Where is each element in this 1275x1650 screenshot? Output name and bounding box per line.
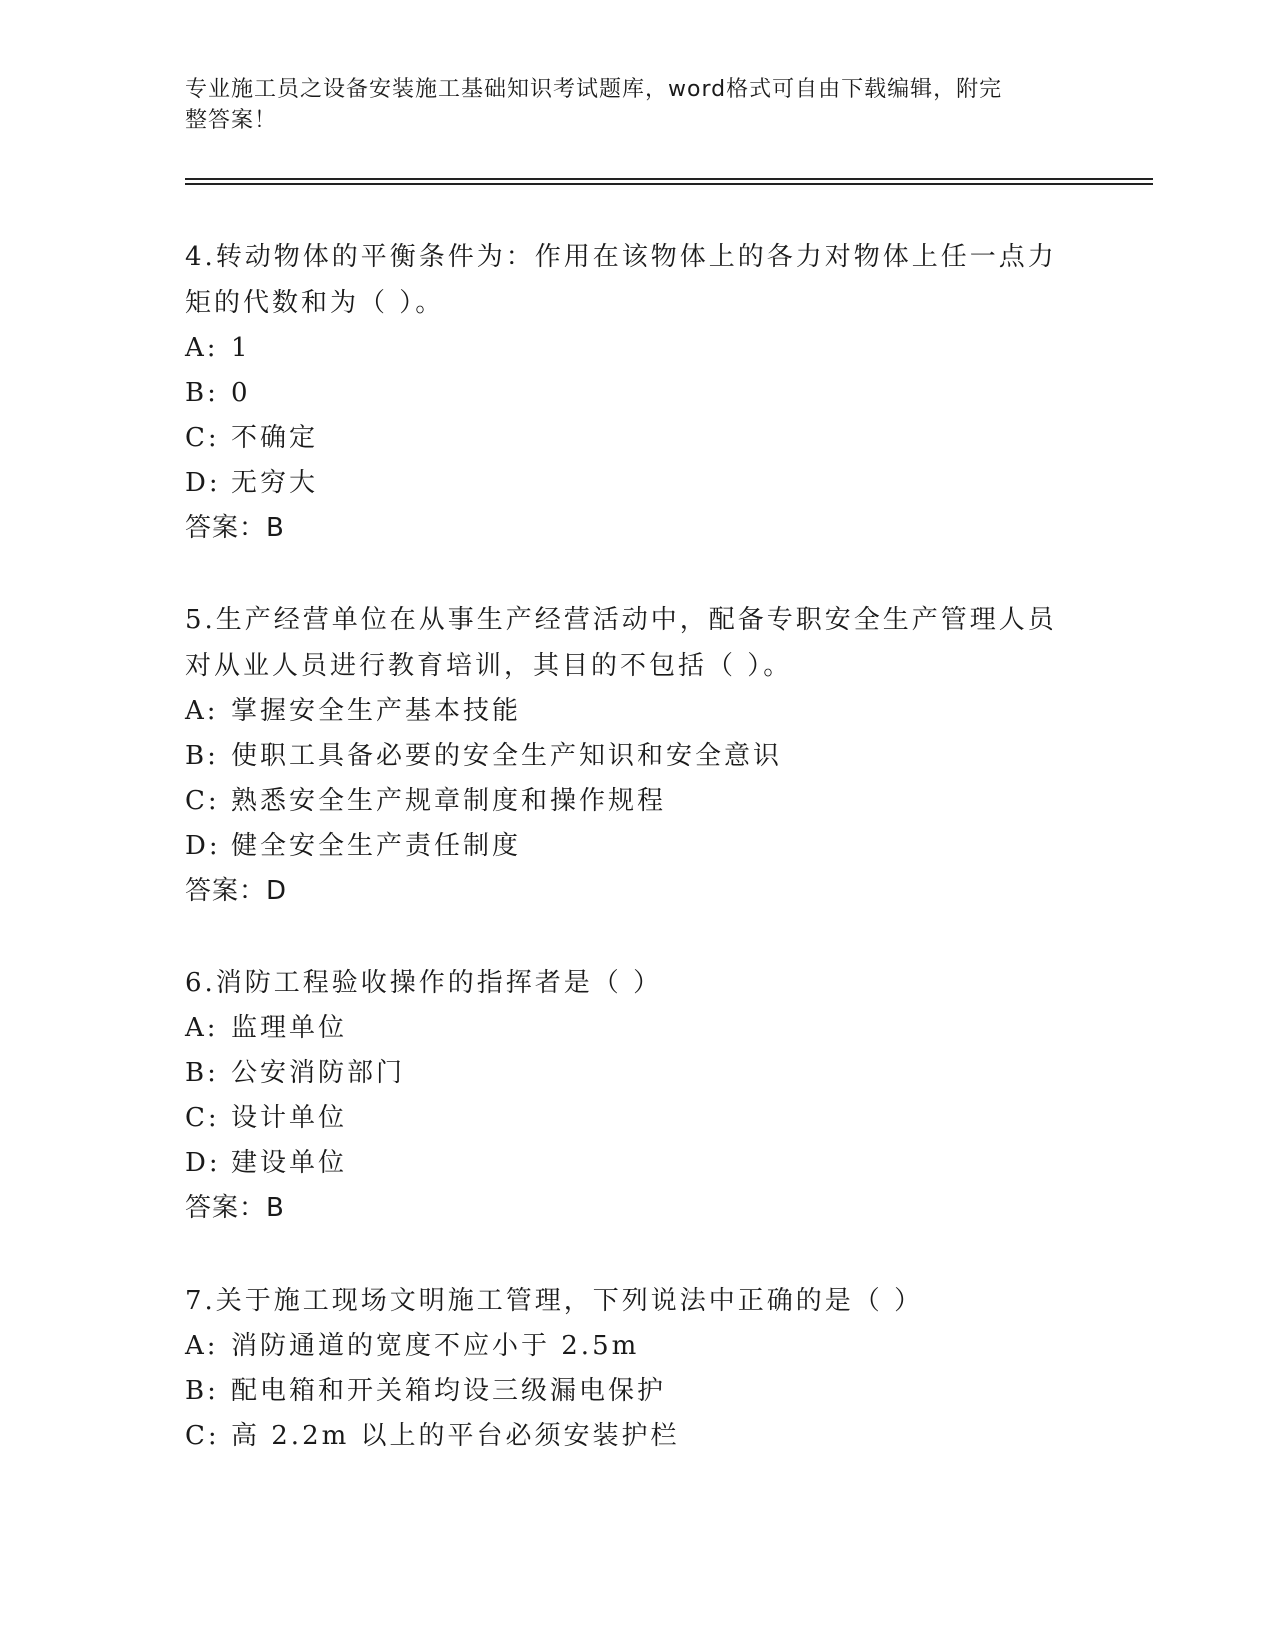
- option-letter: A:: [185, 696, 219, 726]
- option-a: [185, 1324, 1065, 1369]
- option-b: [185, 1369, 1065, 1414]
- option-text: 消防通道的宽度不应小于 2.5m: [231, 1331, 640, 1361]
- option-letter: C:: [185, 1103, 220, 1133]
- option-text: 熟悉安全生产规章制度和操作规程: [231, 786, 667, 816]
- option-letter: C:: [185, 786, 220, 816]
- option-text: 0: [231, 378, 251, 408]
- question-stem-line: 矩的代数和为（ ）。: [185, 288, 445, 318]
- question-stem-line: 4.转动物体的平衡条件为：作用在该物体上的各力对物体上任一点力: [185, 242, 1057, 272]
- question-stem-line: 7.关于施工现场文明施工管理，下列说法中正确的是（ ）: [185, 1286, 924, 1316]
- option-a: [185, 689, 1065, 734]
- option-b: [185, 1051, 1065, 1096]
- option-letter: B:: [185, 1376, 219, 1406]
- question-6: [185, 960, 1065, 1231]
- question-7: [185, 1278, 1065, 1459]
- option-text: 健全安全生产责任制度: [231, 831, 522, 861]
- option-letter: B:: [185, 741, 219, 771]
- question-stem-line: 6.消防工程验收操作的指挥者是（ ）: [185, 968, 663, 998]
- option-letter: B:: [185, 1058, 219, 1088]
- option-letter: A:: [185, 1331, 219, 1361]
- option-d: [185, 1141, 1065, 1186]
- option-letter: A:: [185, 333, 219, 363]
- header-divider-bottom: [185, 183, 1153, 185]
- header-line-2: 整答案！: [185, 108, 278, 133]
- option-letter: D:: [185, 468, 221, 498]
- option-a: [185, 326, 1065, 371]
- option-c: [185, 416, 1065, 461]
- question-4: [185, 234, 1065, 551]
- question-5: [185, 597, 1065, 914]
- option-text: 高 2.2m 以上的平台必须安装护栏: [231, 1421, 680, 1451]
- option-text: 设计单位: [231, 1103, 348, 1133]
- question-stem-line: 对从业人员进行教育培训，其目的不包括（ ）。: [185, 651, 793, 681]
- option-text: 无穷大: [231, 468, 319, 498]
- option-letter: C:: [185, 1421, 220, 1451]
- option-c: [185, 1096, 1065, 1141]
- option-a: [185, 1006, 1065, 1051]
- option-d: [185, 461, 1065, 506]
- option-c: [185, 779, 1065, 824]
- option-letter: B:: [185, 378, 219, 408]
- option-letter: C:: [185, 423, 220, 453]
- option-text: 建设单位: [231, 1148, 348, 1178]
- option-d: [185, 824, 1065, 869]
- document-header: [185, 74, 1065, 136]
- option-b: [185, 734, 1065, 779]
- option-c: [185, 1414, 1065, 1459]
- header-divider-top: [185, 178, 1153, 180]
- option-text: 监理单位: [231, 1013, 348, 1043]
- option-text: 配电箱和开关箱均设三级漏电保护: [231, 1376, 667, 1406]
- option-letter: D:: [185, 1148, 221, 1178]
- option-text: 1: [231, 333, 251, 363]
- header-line-1: 专业施工员之设备安装施工基础知识考试题库，word格式可自由下载编辑，附完: [185, 77, 1003, 102]
- answer-line: 答案：B: [185, 1193, 285, 1223]
- question-stem-line: 5.生产经营单位在从事生产经营活动中，配备专职安全生产管理人员: [185, 605, 1057, 635]
- option-letter: D:: [185, 831, 221, 861]
- option-text: 掌握安全生产基本技能: [231, 696, 522, 726]
- answer-line: 答案：B: [185, 513, 285, 543]
- option-text: 使职工具备必要的安全生产知识和安全意识: [231, 741, 783, 771]
- option-text: 公安消防部门: [231, 1058, 406, 1088]
- option-letter: A:: [185, 1013, 219, 1043]
- answer-line: 答案：D: [185, 876, 288, 906]
- option-b: [185, 371, 1065, 416]
- option-text: 不确定: [231, 423, 319, 453]
